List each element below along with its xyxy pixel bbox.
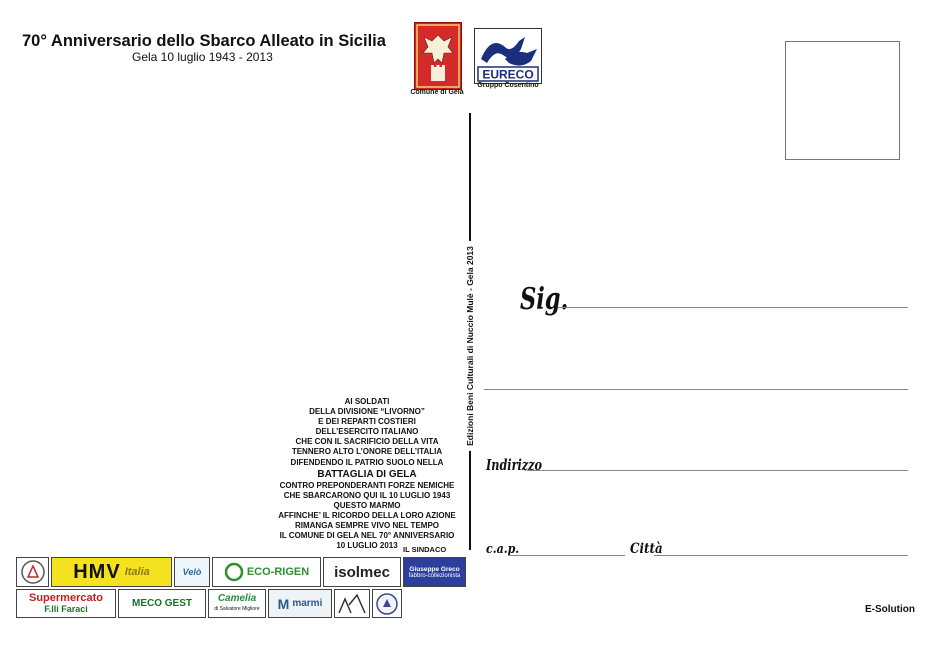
inscription-line: AFFINCHE’ IL RICORDO DELLA LORO AZIONE: [278, 510, 456, 520]
inscription-line: CHE SBARCARONO QUI IL 10 LUGLIO 1943: [283, 490, 451, 500]
greco-sub: fabbro-collezionista: [408, 572, 461, 579]
inscription-signature: IL SINDACO: [403, 545, 447, 554]
inscription-heading: BATTAGLIA DI GELA: [317, 468, 417, 480]
footer-credit: E-Solution: [865, 604, 915, 615]
eureco-logo: [474, 28, 542, 84]
eureco-wordmark: EURECO: [482, 67, 534, 82]
supermercato-wordmark: Supermercato: [29, 591, 103, 604]
address-line-name: [558, 307, 908, 308]
round-seal-logo: [372, 589, 402, 618]
indirizzo-label: Indirizzo: [486, 456, 543, 474]
page-subtitle: Gela 10 luglio 1943 - 2013: [132, 50, 273, 64]
cap-label: c.a.p.: [486, 542, 520, 557]
address-line-citta: [654, 555, 908, 556]
inscription-line: TENNERO ALTO L’ONORE DELL’ITALIA: [291, 447, 443, 457]
inscription-line: DIFENDENDO IL PATRIO SUOLO NELLA: [290, 457, 444, 467]
meco-gest-logo: [118, 589, 206, 618]
inscription-line: DELL’ESERCITO ITALIANO: [315, 427, 419, 437]
greco-name: Giuseppe Greco: [409, 565, 460, 573]
hmv-wordmark: HMV: [73, 560, 121, 583]
inscription-line: CHE CON IL SACRIFICIO DELLA VITA: [295, 437, 439, 447]
eco-rigen-logo: [212, 557, 321, 587]
inscription-line: IL COMUNE DI GELA NEL 70° ANNIVERSARIO: [279, 531, 455, 541]
memorial-inscription: [258, 397, 476, 551]
address-line-cap: [510, 555, 625, 556]
marmi-m-icon: M: [277, 595, 290, 612]
sig-label: Sig.: [520, 282, 569, 317]
faraci-wordmark: F.lli Faraci: [44, 603, 88, 614]
velo-wordmark: Velò: [182, 567, 202, 577]
inscription-line: RIMANGA SEMPRE VIVO NEL TEMPO: [294, 521, 439, 531]
inscription-line: E DEI REPARTI COSTIERI: [318, 417, 416, 427]
building-emblem-logo: [334, 589, 370, 618]
inscription-line: QUESTO MARMO: [333, 500, 401, 510]
giuseppe-greco-logo: [403, 557, 466, 587]
circle-emblem-logo: [16, 557, 49, 587]
eco-rigen-wordmark: ECO-RIGEN: [246, 566, 310, 578]
stamp-box: [785, 41, 900, 160]
marmi-wordmark: marmi: [292, 598, 323, 609]
isolmec-wordmark: isolmec: [334, 563, 390, 581]
page-title: 70° Anniversario dello Sbarco Alleato in Sicilia: [22, 32, 386, 50]
marmi-logo: [268, 589, 332, 618]
hmv-italia-logo: [51, 557, 172, 587]
address-line-2: [484, 389, 908, 390]
citta-label: Città: [630, 541, 663, 557]
gela-crest-logo: [414, 22, 462, 90]
supermercato-faraci-logo: [16, 589, 116, 618]
gela-logo-label: Comune di Gela: [410, 89, 464, 96]
eureco-logo-label: Gruppo Cosentino: [477, 82, 539, 89]
inscription-line: AI SOLDATI: [344, 397, 390, 406]
address-line-indirizzo: [527, 470, 908, 471]
hmv-sub: Italia: [124, 566, 150, 578]
inscription-line: DELLA DIVISIONE “LIVORNO”: [309, 407, 425, 417]
camelia-logo: [208, 589, 266, 618]
camelia-wordmark: Camelia: [217, 592, 257, 604]
camelia-sub: di Salvatore Migliore: [214, 605, 260, 612]
velo-club-logo: [174, 557, 210, 587]
meco-gest-wordmark: MECO GEST: [131, 598, 192, 609]
isolmec-logo: [323, 557, 401, 587]
publisher-credit: Edizioni Beni Culturali di Nuccio Mulè - Gela 2013: [465, 241, 475, 451]
inscription-line: 10 LUGLIO 2013: [336, 541, 398, 551]
inscription-line: CONTRO PREPONDERANTI FORZE NEMICHE: [279, 480, 455, 490]
